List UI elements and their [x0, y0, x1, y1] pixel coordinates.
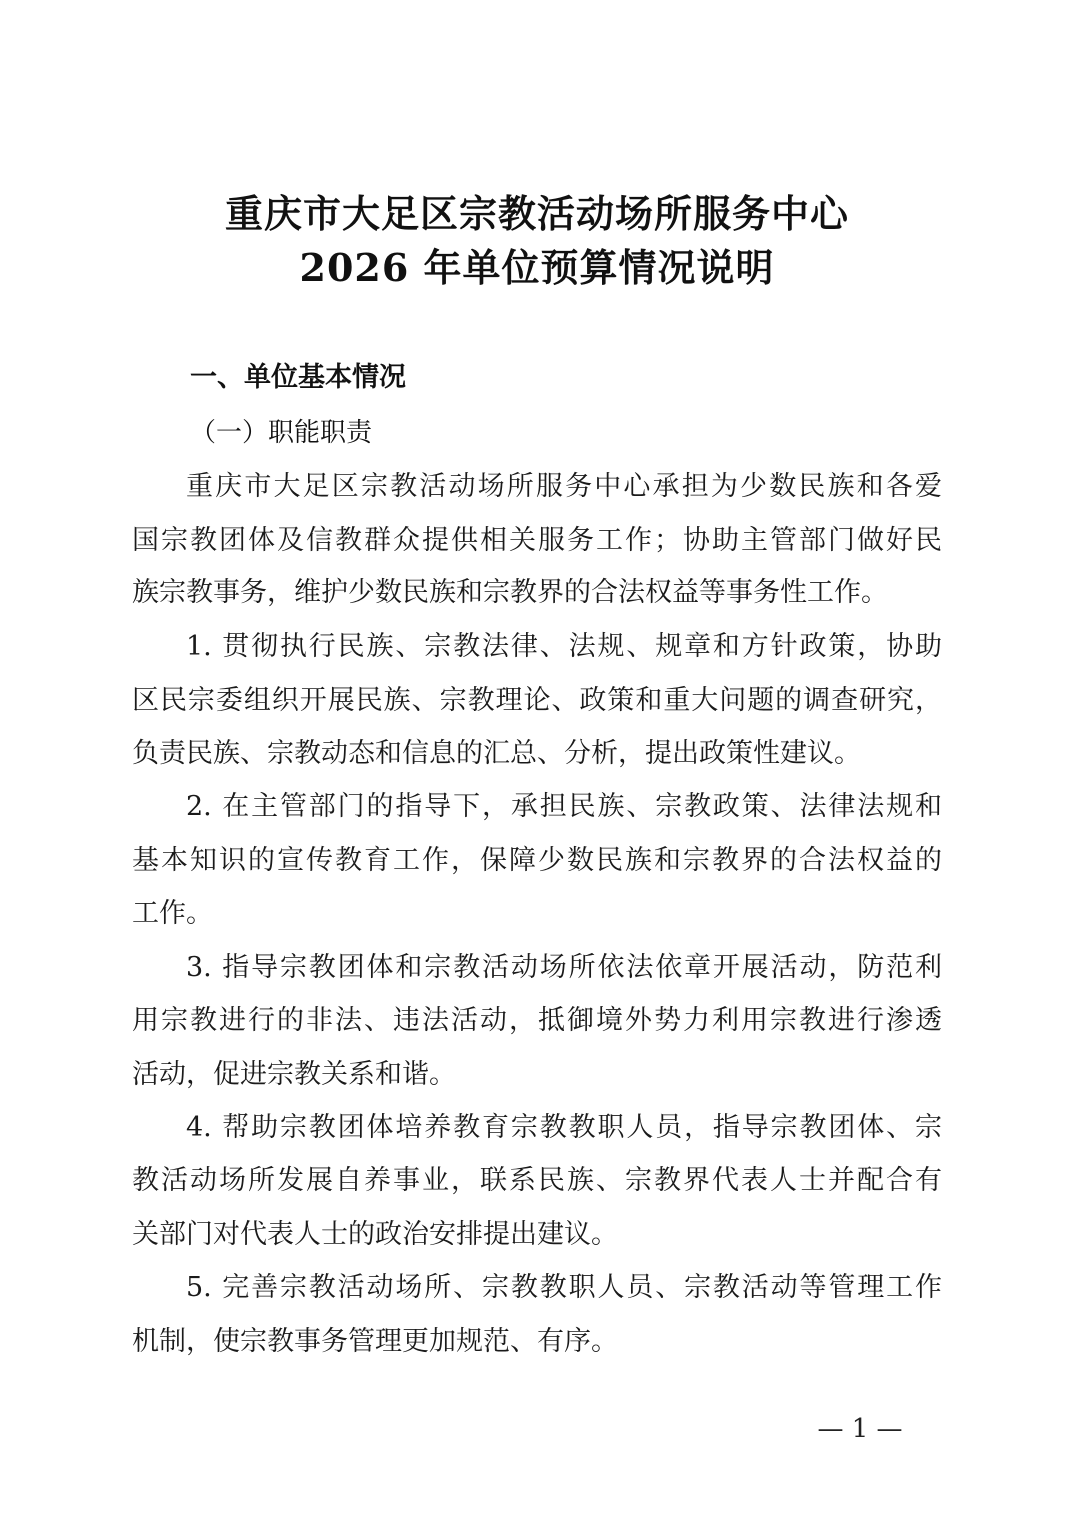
paragraph-line: 国宗教团体及信教群众提供相关服务工作；协助主管部门做好民	[132, 525, 942, 556]
paragraph-line: 族宗教事务，维护少数民族和宗教界的合法权益等事务性工作。	[132, 577, 888, 608]
paragraph-line: 活动，促进宗教关系和谐。	[132, 1059, 456, 1090]
paragraph-line: 2. 在主管部门的指导下，承担民族、宗教政策、法律法规和	[186, 791, 942, 822]
paragraph-line: 3. 指导宗教团体和宗教活动场所依法依章开展活动，防范利	[186, 952, 942, 983]
paragraph-line: 5. 完善宗教活动场所、宗教教职人员、宗教活动等管理工作	[186, 1272, 942, 1303]
subsection-heading: （一）职能职责	[190, 418, 373, 448]
paragraph-line: 关部门对代表人士的政治安排提出建议。	[132, 1219, 618, 1250]
paragraph-line: 教活动场所发展自养事业，联系民族、宗教界代表人士并配合有	[132, 1165, 942, 1196]
paragraph-line: 1. 贯彻执行民族、宗教法律、法规、规章和方针政策，协助	[186, 631, 942, 662]
paragraph-line: 基本知识的宣传教育工作，保障少数民族和宗教界的合法权益的	[132, 845, 942, 876]
document-title-line1: 重庆市大足区宗教活动场所服务中心	[224, 191, 849, 236]
paragraph-line: 负责民族、宗教动态和信息的汇总、分析，提出政策性建议。	[132, 738, 861, 769]
document-title-line2: 2026 年单位预算情况说明	[299, 245, 775, 290]
paragraph-line: 4. 帮助宗教团体培养教育宗教教职人员，指导宗教团体、宗	[186, 1112, 942, 1143]
paragraph-line: 区民宗委组织开展民族、宗教理论、政策和重大问题的调查研究，	[132, 685, 942, 716]
paragraph-line: 用宗教进行的非法、违法活动，抵御境外势力利用宗教进行渗透	[132, 1005, 942, 1036]
page-number: — 1 —	[817, 1414, 903, 1444]
paragraph-line: 重庆市大足区宗教活动场所服务中心承担为少数民族和各爱	[186, 471, 942, 502]
paragraph-line: 工作。	[132, 898, 213, 929]
section-heading: 一、单位基本情况	[190, 362, 406, 393]
paragraph-line: 机制，使宗教事务管理更加规范、有序。	[132, 1326, 618, 1357]
